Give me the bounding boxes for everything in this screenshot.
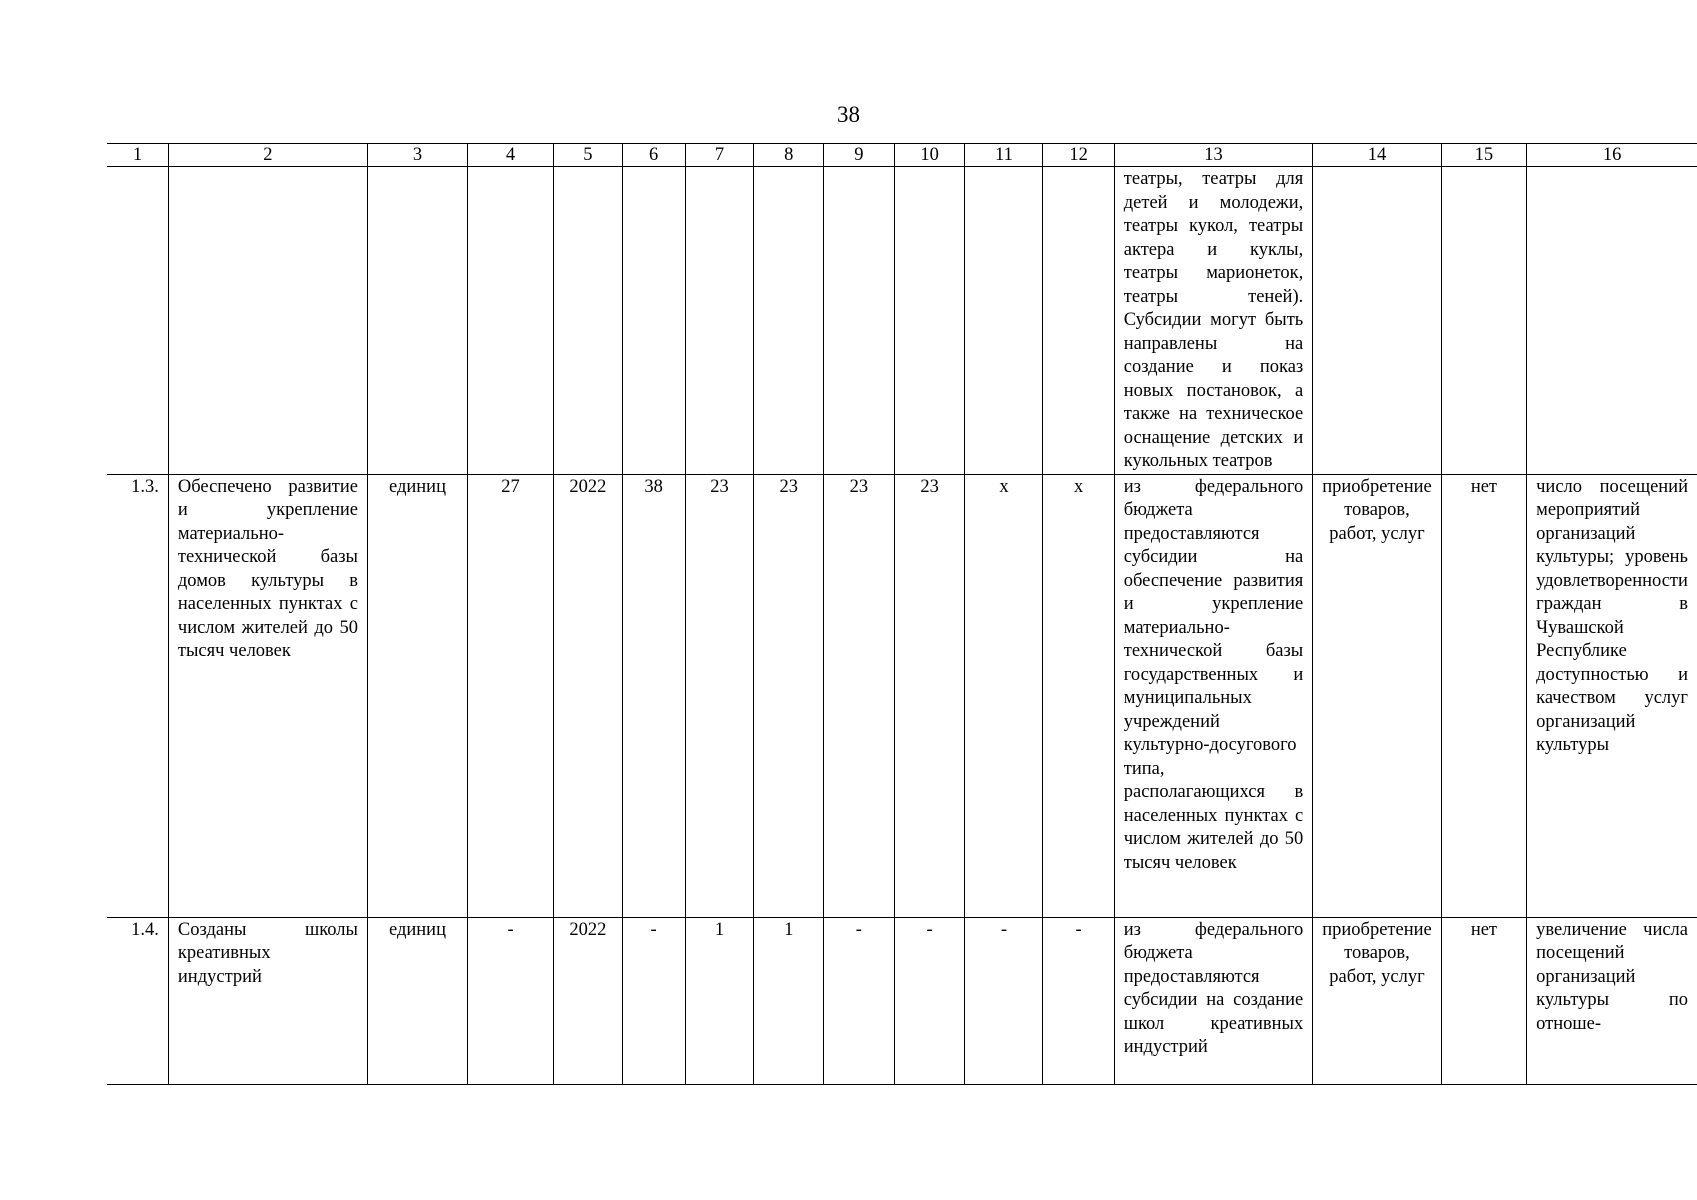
result-name: Обеспечено развитие и укрепление материально-технической базы домов культуры в населенных пунктах с числом жителей до 50 тысяч человек <box>168 474 367 917</box>
indicator-cell <box>1527 167 1697 475</box>
table-row <box>107 917 1697 1084</box>
row-number: 1.4. <box>107 917 168 1084</box>
column-header: 2 <box>168 144 367 167</box>
table-row <box>107 167 1697 475</box>
type-cell <box>1313 167 1441 475</box>
base-year-cell <box>554 167 623 475</box>
column-header: 4 <box>468 144 554 167</box>
base-year-cell: 2022 <box>554 474 623 917</box>
value-cell: - <box>965 917 1043 1084</box>
type-cell: приобретение товаров, работ, услуг <box>1313 474 1441 917</box>
value-cell <box>965 167 1043 475</box>
column-header: 3 <box>367 144 467 167</box>
result-name: Созданы школы креативных индустрий <box>168 917 367 1084</box>
column-header: 15 <box>1441 144 1526 167</box>
base-year-cell: 2022 <box>554 917 623 1084</box>
column-header: 14 <box>1313 144 1441 167</box>
column-header: 8 <box>754 144 824 167</box>
column-header: 10 <box>894 144 965 167</box>
base-value-cell: 27 <box>468 474 554 917</box>
value-cell: 23 <box>685 474 754 917</box>
value-cell: 38 <box>622 474 685 917</box>
column-header: 7 <box>685 144 754 167</box>
value-cell: - <box>824 917 895 1084</box>
value-cell <box>894 167 965 475</box>
flag-cell <box>1441 167 1526 475</box>
column-header: 11 <box>965 144 1043 167</box>
value-cell: 23 <box>894 474 965 917</box>
value-cell <box>824 167 895 475</box>
indicator-cell: число посещений мероприятий организаций культуры; уровень удовлетворенности граждан в Чувашской Республике доступностью и качеством услуг организаций культуры <box>1527 474 1697 917</box>
column-header: 13 <box>1114 144 1312 167</box>
results-table <box>107 143 1697 1085</box>
base-value-cell <box>468 167 554 475</box>
result-name <box>168 167 367 475</box>
type-cell: приобретение товаров, работ, услуг <box>1313 917 1441 1084</box>
value-cell <box>685 167 754 475</box>
description-cell: театры, театры для детей и молодежи, театры кукол, театры актера и куклы, театры марионеток, театры теней). Субсидии могут быть направлены на создание и показ новых постановок, а также на техническое оснащение детских и кукольных театров <box>1114 167 1312 475</box>
column-header: 9 <box>824 144 895 167</box>
description-cell: из федерального бюджета предоставляются субсидии на создание школ креативных индустрий <box>1114 917 1312 1084</box>
value-cell: х <box>1043 474 1114 917</box>
column-header: 12 <box>1043 144 1114 167</box>
unit-cell: единиц <box>367 474 467 917</box>
column-header: 1 <box>107 144 168 167</box>
row-number <box>107 167 168 475</box>
column-header: 6 <box>622 144 685 167</box>
value-cell: - <box>894 917 965 1084</box>
unit-cell: единиц <box>367 917 467 1084</box>
description-cell: из федерального бюджета предоставляются субсидии на обеспечение развития и укрепление материально-технической базы государственных и муниципальных учреждений культурно-досугового типа, располагающихся в населенных пунктах с числом жителей до 50 тысяч человек <box>1114 474 1312 917</box>
value-cell <box>1043 167 1114 475</box>
value-cell: 23 <box>754 474 824 917</box>
unit-cell <box>367 167 467 475</box>
value-cell: 1 <box>685 917 754 1084</box>
column-number-row <box>107 144 1697 167</box>
value-cell: - <box>622 917 685 1084</box>
table-row <box>107 474 1697 917</box>
value-cell: 1 <box>754 917 824 1084</box>
flag-cell: нет <box>1441 917 1526 1084</box>
column-header: 5 <box>554 144 623 167</box>
value-cell: - <box>1043 917 1114 1084</box>
value-cell: 23 <box>824 474 895 917</box>
value-cell <box>754 167 824 475</box>
value-cell <box>622 167 685 475</box>
flag-cell: нет <box>1441 474 1526 917</box>
value-cell: х <box>965 474 1043 917</box>
row-number: 1.3. <box>107 474 168 917</box>
indicator-cell: увеличение числа посещений организаций культуры по отноше- <box>1527 917 1697 1084</box>
base-value-cell: - <box>468 917 554 1084</box>
column-header: 16 <box>1527 144 1697 167</box>
page-number: 38 <box>837 102 860 127</box>
